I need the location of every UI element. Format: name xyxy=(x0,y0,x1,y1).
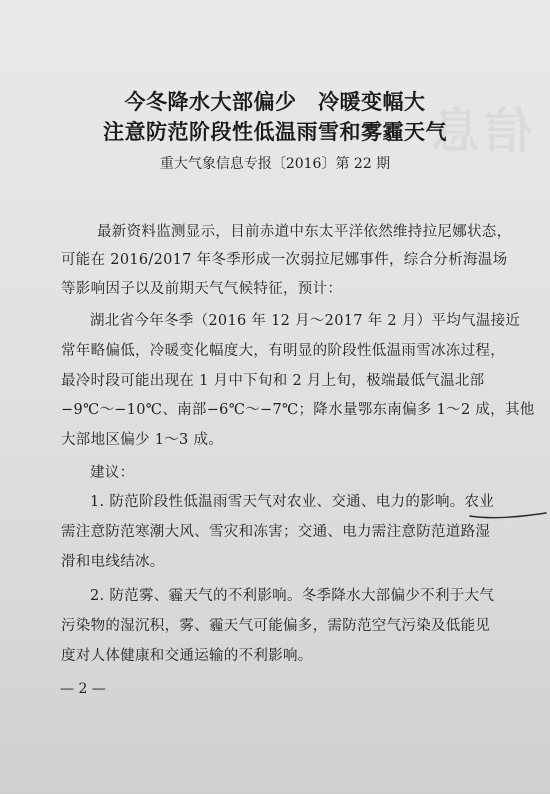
page-number: — 2 — xyxy=(60,681,106,697)
paragraph-line: 等影响因子以及前期天气气候特征，预计： xyxy=(61,281,343,297)
paragraph-line: 常年略偏低，冷暖变化幅度大，有明显的阶段性低温雨雪冰冻过程， xyxy=(61,343,505,359)
paragraph-line: 大部地区偏少 1～3 成。 xyxy=(61,432,224,448)
issue-subtitle: 重大气象信息专报〔2016〕第 22 期 xyxy=(159,156,391,172)
suggestion-item-2: 2. 防范雾、霾天气的不利影响。冬季降水大部偏少不利于大气 xyxy=(90,588,495,604)
paragraph-line: 需注意防范寒潮大风、雪灾和冻害；交通、电力需注意防范道路湿 xyxy=(61,524,491,540)
title-line-2: 注意防范阶段性低温雨雪和雾霾天气 xyxy=(103,120,447,144)
paragraph-line: −9℃～−10℃、南部−6℃～−7℃；降水量鄂东南偏多 1～2 成，其他 xyxy=(61,402,535,418)
paragraph-line: 可能在 2016/2017 年冬季形成一次弱拉尼娜事件，综合分析海温场 xyxy=(61,252,508,268)
bleed-through-text: 信息 xyxy=(427,103,532,159)
paragraph-line: 滑和电线结冰。 xyxy=(61,554,165,570)
paragraph-line: 最新资料监测显示，目前赤道中东太平洋依然维持拉尼娜状态， xyxy=(97,224,512,240)
paragraph-line: 湖北省今年冬季（2016 年 12 月～2017 年 2 月）平均气温接近 xyxy=(90,313,521,329)
paragraph-line: 度对人体健康和交通运输的不利影响。 xyxy=(61,648,313,664)
suggestion-heading: 建议： xyxy=(90,465,135,481)
suggestion-item-1: 1. 防范阶段性低温雨雪天气对农业、交通、电力的影响。农业 xyxy=(90,494,495,510)
paragraph-line: 最冷时段可能出现在 1 月中下旬和 2 月上旬，极端最低气温北部 xyxy=(61,373,485,389)
title-line-1: 今冬降水大部偏少 冷暖变幅大 xyxy=(124,90,426,114)
paragraph-line: 污染物的湿沉积，雾、霾天气可能偏多，需防范空气污染及低能见 xyxy=(61,618,491,634)
